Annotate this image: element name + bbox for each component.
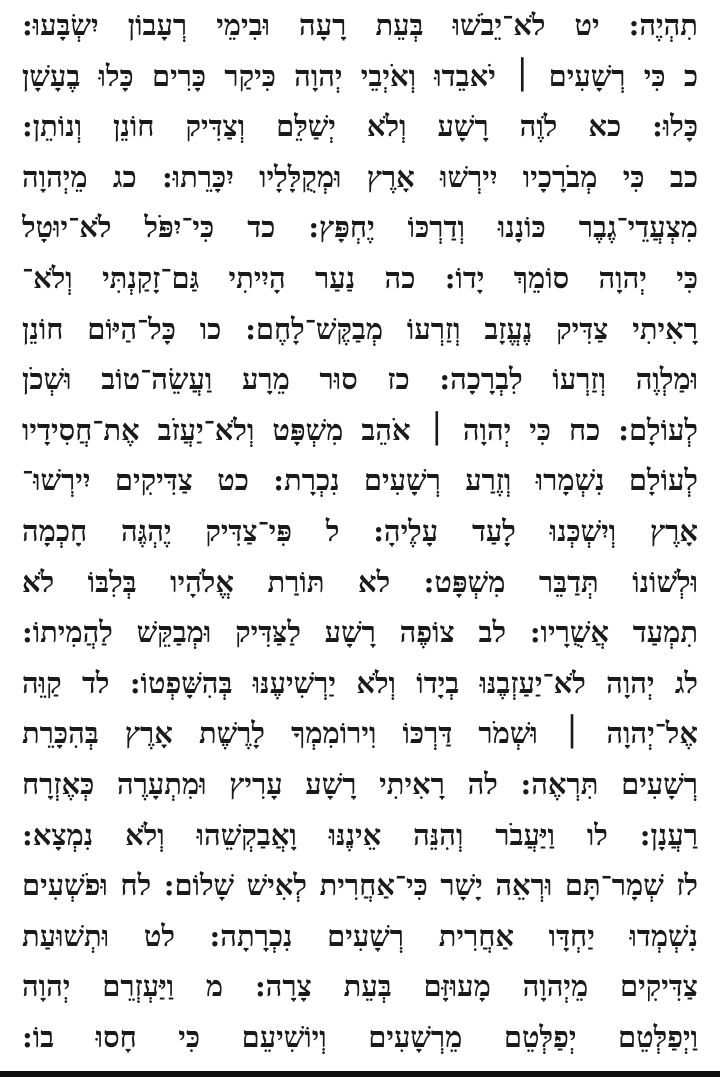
text-line: רַעֲנָן: לו וַיַּעֲבֹר וְהִנֵּה אֵינֶנּוּ וָאֲבַקְשֵׁהוּ וְלֹא נִמְצָא:: [22, 817, 698, 852]
text-line: כָּלוּ: כא לֹוֶה רָשָׁע וְלֹא יְשַׁלֵּם וְצַדִּיק חוֹנֵן וְנוֹתֵן:: [22, 109, 698, 144]
text-line: וַיְפַלְּטֵם יְפַלְּטֵם מֵרְשָׁעִים וְיוֹשִׁיעֵם כִּי חָסוּ בוֹ:: [22, 1019, 698, 1054]
text-line: נִשְׁמְדוּ יַחְדָּו אַחֲרִית רְשָׁעִים נִכְרָתָה: לט וּתְשׁוּעַת: [22, 918, 698, 953]
text-line: וּמַלְוֶה וְזַרְעוֹ לִבְרָכָה: כז סוּר מֵרָע וַעֲשֵׂה־טוֹב וּשְׁכֹן: [22, 362, 698, 397]
text-line: כב כִּי מְבֹרָכָיו יִירְשׁוּ אָרֶץ וּמְקֻלָּלָיו יִכָּרֵתוּ: כג מֵיְהוָה: [22, 159, 698, 194]
text-line: אָרֶץ וְיִשְׁכְּנוּ לָעַד עָלֶיהָ: ל פִּי־צַדִּיק יֶהְגֶּה חָכְמָה: [22, 513, 698, 548]
text-line: וּלְשׁוֹנוֹ תְּדַבֵּר מִשְׁפָּט: לא תּוֹרַת אֱלֹהָיו בְּלִבּוֹ לֹא: [22, 564, 698, 599]
text-line: תִמְעַד אֲשֻׁרָיו: לב צוֹפֶה רָשָׁע לַצַּדִּיק וּמְבַקֵּשׁ לַהֲמִיתוֹ:: [22, 615, 698, 650]
text-line: צַדִּיקִים מֵיְהוָה מָעוּזָּם בְּעֵת צָרָה: מ וַיַּעְזְרֵם יְהוָה: [22, 969, 698, 1004]
text-line: תִהְיֶה: יט לֹא־יֵבֹשׁוּ בְּעֵת רָעָה וּבִימֵי רְעָבוֹן יִשְׂבָּעוּ:: [22, 8, 698, 42]
text-line: לְעוֹלָם נִשְׁמָרוּ וְזֶרַע רְשָׁעִים נִכְרָת: כט צַדִּיקִים יִירְשׁוּ־: [22, 463, 698, 498]
text-line: כִּי יְהוָה סוֹמֵךְ יָדוֹ: כה נַעַר הָיִיתִי גַּם־זָקַנְתִּי וְלֹא־: [22, 260, 698, 295]
text-line: אֶל־יְהוָה ׀ וּשְׁמֹר דַּרְכּוֹ וִירוֹמִמְךָ לָרֶשֶׁת אָרֶץ בְּהִכָּרֵת: [22, 716, 698, 751]
text-line: לְעוֹלָם: כח כִּי יְהוָה ׀ אֹהֵב מִשְׁפָּט וְלֹא־יַעֲזֹב אֶת־חֲסִידָיו: [22, 412, 698, 447]
text-line: לג יְהוָה לֹא־יַעַזְבֶנּוּ בְיָדוֹ וְלֹא יַרְשִׁיעֶנּוּ בְּהִשָּׁפְטוֹ: לד קַוֵּה: [22, 665, 698, 700]
text-line: רְשָׁעִים תִּרְאֶה: לה רָאִיתִי רָשָׁע עָרִיץ וּמִתְעָרֶה כְּאֶזְרָח: [22, 766, 698, 801]
psalm-text-block: [22, 0, 698, 1062]
text-line: כ כִּי רְשָׁעִים ׀ יֹאבֵדוּ וְאֹיְבֵי יְהוָה כִּיקַר כָּרִים כָּלוּ בֶעָשָׁן: [22, 58, 698, 93]
text-line: לז שְׁמָר־תָּם וּרְאֵה יָשָׁר כִּי־אַחֲרִית לְאִישׁ שָׁלוֹם: לח וּפֹשְׁעִים: [22, 868, 698, 903]
bottom-border-rule: [0, 1071, 720, 1077]
text-line: מִצְעֲדֵי־גֶבֶר כּוֹנָנוּ וְדַרְכּוֹ יֶחְפָּץ: כד כִּי־יִפֹּל לֹא־יוּטָל: [22, 210, 698, 245]
text-line: רָאִיתִי צַדִּיק נֶעֱזָב וְזַרְעוֹ מְבַקֶּשׁ־לָחֶם: כו כָּל־הַיּוֹם חוֹנֵן: [22, 311, 698, 346]
